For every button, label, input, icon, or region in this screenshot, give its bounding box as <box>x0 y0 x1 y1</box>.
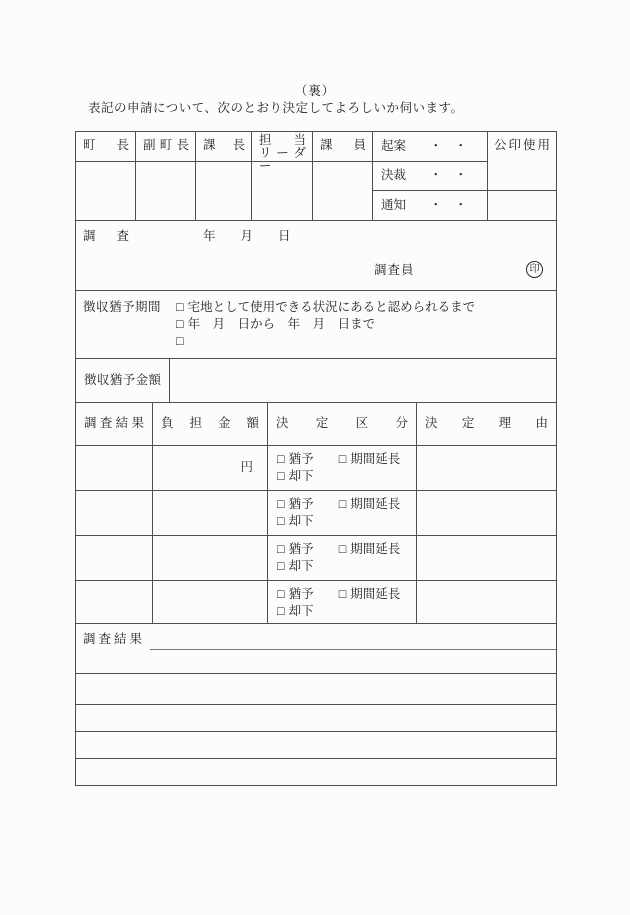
grace-amount-blank-cell <box>170 359 556 402</box>
seal-char: 印 <box>529 264 540 275</box>
survey-result-cell <box>76 446 153 490</box>
survey-result-notes-section <box>76 623 556 673</box>
checkbox-icon: □ <box>176 300 184 314</box>
column-mayor <box>76 132 136 220</box>
header-leader-line1: 担当 <box>259 133 306 147</box>
burden-amount-cell <box>153 536 268 580</box>
checkbox-icon: □ <box>338 542 347 556</box>
grace-amount-label: 徴収猶予金額 <box>76 359 170 402</box>
decision-class-cell <box>268 446 417 490</box>
decision-form-table <box>75 131 557 786</box>
signature-cell-mayor <box>76 162 135 220</box>
survey-label: 調査 <box>83 229 129 243</box>
decision-class-cell <box>268 536 417 580</box>
decision-class-cell <box>268 581 417 623</box>
notes-writing-line <box>150 632 556 650</box>
option-reject-label: 却下 <box>288 514 314 528</box>
grace-period-option-date-range <box>176 316 475 333</box>
column-leader <box>252 132 313 220</box>
option-reject <box>277 469 314 483</box>
burden-amount-cell <box>153 581 268 623</box>
seal-mark-icon <box>526 261 543 278</box>
decision-option-line1 <box>277 541 416 558</box>
approval-header-block <box>76 132 556 220</box>
option-grace <box>277 542 314 556</box>
grace-period-options <box>176 299 475 350</box>
grace-period-option-until-usable <box>176 299 475 316</box>
checkbox-icon: □ <box>338 452 347 466</box>
result-table-header-row <box>76 403 556 445</box>
blank-row <box>76 704 556 731</box>
option-grace <box>277 587 314 601</box>
checkbox-icon: □ <box>277 514 285 528</box>
workflow-notice-date-dots: ・ ・ <box>429 197 467 212</box>
survey-section <box>76 220 556 290</box>
decision-option-line2 <box>277 558 416 575</box>
decision-reason-cell <box>417 491 556 535</box>
option-extension-label: 期間延長 <box>350 497 401 511</box>
option-reject <box>277 559 314 573</box>
checkbox-icon: □ <box>277 587 285 601</box>
signature-cell-section-chief <box>196 162 251 220</box>
option-extension-label: 期間延長 <box>350 587 401 601</box>
option-grace-label: 猶予 <box>288 587 314 601</box>
header-decision-reason: 決定理由 <box>425 416 548 430</box>
option-extension <box>339 452 401 466</box>
checkbox-icon: □ <box>338 497 347 511</box>
decision-option-line1 <box>277 586 416 603</box>
option-reject-label: 却下 <box>288 469 314 483</box>
official-seal-blank-cell <box>488 191 556 220</box>
result-table-row-3 <box>76 535 556 580</box>
survey-result-notes-label: 調査結果 <box>83 632 146 646</box>
option-reject-label: 却下 <box>288 604 314 618</box>
decision-option-line2 <box>277 468 416 485</box>
header-section-chief: 課長 <box>196 132 251 162</box>
option-extension <box>339 497 401 511</box>
result-table <box>76 402 556 623</box>
checkbox-icon: □ <box>176 317 184 331</box>
decision-reason-cell <box>417 581 556 623</box>
header-mayor: 町長 <box>76 132 135 162</box>
option-grace-label: 猶予 <box>288 542 314 556</box>
header-survey-result: 調査結果 <box>76 403 153 445</box>
checkbox-icon: □ <box>277 497 285 511</box>
header-leader-line2: リーダー <box>259 146 306 173</box>
signature-cell-staff <box>313 162 372 220</box>
grace-amount-section <box>76 358 556 402</box>
decision-reason-cell <box>417 446 556 490</box>
workflow-decision-label: 決裁 <box>381 168 407 183</box>
decision-option-line2 <box>277 603 416 620</box>
option-extension <box>339 542 401 556</box>
survey-result-cell <box>76 536 153 580</box>
option-until-usable-label: 宅地として使用できる状況にあると認められるまで <box>187 300 476 314</box>
workflow-row-notice <box>373 191 487 220</box>
grace-period-option-other <box>176 333 475 350</box>
blank-row <box>76 731 556 758</box>
option-reject <box>277 604 314 618</box>
result-table-row-4 <box>76 580 556 623</box>
column-deputy-mayor <box>136 132 196 220</box>
yen-unit: 円 <box>240 460 253 475</box>
column-section-chief <box>196 132 252 220</box>
intro-sentence: 表記の申請について、次のとおり決定してよろしいか伺います。 <box>88 101 464 115</box>
grace-period-label: 徴収猶予期間 <box>83 300 162 314</box>
checkbox-icon: □ <box>176 334 184 348</box>
checkbox-icon: □ <box>277 604 285 618</box>
workflow-row-decision <box>373 162 487 191</box>
survey-result-cell <box>76 581 153 623</box>
header-staff: 課員 <box>313 132 372 162</box>
burden-amount-cell <box>153 446 268 490</box>
checkbox-icon: □ <box>277 452 285 466</box>
checkbox-icon: □ <box>277 542 285 556</box>
header-decision-class: 決定区分 <box>268 403 417 445</box>
checkbox-icon: □ <box>277 469 285 483</box>
header-official-seal-use: 公印使用 <box>488 132 556 191</box>
blank-row <box>76 673 556 704</box>
option-reject <box>277 514 314 528</box>
option-grace-label: 猶予 <box>288 452 314 466</box>
survey-date-blanks: 年 月 日 <box>203 229 291 243</box>
option-grace <box>277 497 314 511</box>
header-burden-amount: 負担金額 <box>153 403 268 445</box>
header-leader <box>252 132 312 173</box>
signature-cell-leader <box>252 162 312 220</box>
result-table-row-2 <box>76 490 556 535</box>
decision-option-line2 <box>277 513 416 530</box>
option-extension <box>339 587 401 601</box>
survey-result-cell <box>76 491 153 535</box>
workflow-draft-date-dots: ・ ・ <box>429 138 467 153</box>
workflow-row-draft <box>373 132 487 162</box>
header-deputy-mayor: 副町長 <box>136 132 195 162</box>
checkbox-icon: □ <box>277 559 285 573</box>
decision-class-cell <box>268 491 417 535</box>
column-workflow-dates <box>373 132 488 220</box>
option-grace-label: 猶予 <box>288 497 314 511</box>
decision-option-line1 <box>277 451 416 468</box>
blank-row <box>76 758 556 785</box>
checkbox-icon: □ <box>338 587 347 601</box>
page-side-label: （裏） <box>294 84 336 98</box>
result-table-row-1 <box>76 445 556 490</box>
option-extension-label: 期間延長 <box>350 542 401 556</box>
option-extension-label: 期間延長 <box>350 452 401 466</box>
workflow-decision-date-dots: ・ ・ <box>429 168 467 183</box>
decision-option-line1 <box>277 496 416 513</box>
workflow-draft-label: 起案 <box>381 138 407 153</box>
column-official-seal <box>488 132 556 220</box>
signature-cell-deputy-mayor <box>136 162 195 220</box>
workflow-notice-label: 通知 <box>381 197 407 212</box>
decision-reason-cell <box>417 536 556 580</box>
surveyor-label: 調査員 <box>374 263 415 277</box>
burden-amount-cell <box>153 491 268 535</box>
option-grace <box>277 452 314 466</box>
grace-period-section <box>76 290 556 358</box>
option-reject-label: 却下 <box>288 559 314 573</box>
option-date-range-label: 年 月 日から 年 月 日まで <box>187 317 376 331</box>
column-staff <box>313 132 373 220</box>
